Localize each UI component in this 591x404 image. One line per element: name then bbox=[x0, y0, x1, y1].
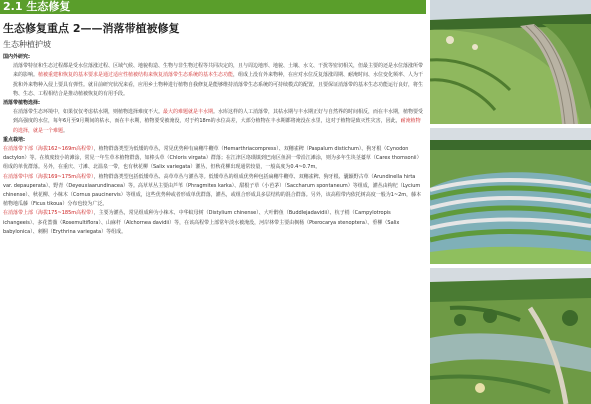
domestic-heading: 国内外研究: bbox=[3, 54, 31, 60]
zone3-text: ，主要为灌丛，常见组成种为小梾木、中华蚊母树（Distylium chinense）、大叶醉鱼（Buddlejadavidii）、杭子梢（Campylotropis ichangeeis）、多花蔷薇（Rosemultiflora）、山麻杆（Alchornea davidii）等，在该高程带上部常年淡水被淹没，河岸林带主要由枫杨（Pterocarya stenoptera）、垂柳（Salix babylonica）、刺桐（Erythrina variegata）等组成。 bbox=[3, 210, 400, 235]
selection-text-3: 。 bbox=[63, 127, 69, 134]
zone1-paragraph bbox=[3, 145, 425, 173]
body-text bbox=[3, 53, 425, 237]
photo-column bbox=[430, 0, 591, 404]
zone2-paragraph bbox=[3, 173, 425, 210]
zone2-text: ，植物群落类型包括低矮草丛、高草草丛与灌丛等。低矮草丛的组成优势种包括扁穗牛鞭草、双穗雀稗、狗牙根、囊颖野古草（Arundinella hirta var. depauperata）、野青（Deyeuxiaarundinacea）等。高草草丛主要由芦苇（Phragmites karka）、甜根子草（小芭茅）（Saccharum spontaneum）等组成，灌丛由枸杞（Lycium chinense）、秋花柳、小梾木（Cornus paucinervis）等组成，这些优势种或者形成单优群落，灌丛，或组合形成具多层结构的混合群落。另外，该高程带内依托树高度一般为1~2m，藤本植物地瓜藤（Ficus tikoua）分布也较为广泛。 bbox=[3, 173, 422, 208]
page-title: 生态修复重点 2——消落带植被修复 bbox=[3, 22, 180, 35]
selection-paragraph bbox=[3, 108, 425, 136]
domestic-highlight: 植被重建和恢复的基本要求是通过适应性植被结构来恢复消落带生态系统的基本生态功能 bbox=[38, 72, 234, 79]
zone1-text: ，植物群落类型为低矮的草丛，常见优势种有扁穗牛鞭草（Hemarthriacompress）、双穗雀稗（Paspalum distichum）、狗牙根（Cynodon dactylon）等。在坡度较小的滩涂，常见一年生草本植物群落，如棒头草（Chloris virgata）群落；在江津区珞璜镇到巴南区鱼洞一带沿江滩涂，则为多年生块茎薹草（Carex thomsonii）组成的单优群落。另外，在重庆、寸滩、北温泉一带，也有秋花柳（Salix variegata）灌丛，但秋花柳出现通常较量，一般高度为0.4~0.7m。 bbox=[3, 146, 422, 171]
zone1-label: 在消落带下部（海拔162~169m高程带） bbox=[3, 146, 94, 153]
zone3-label: 在消落带上部（海拔175~185m高程带） bbox=[3, 210, 94, 217]
section-title: 2.1 生态修复 bbox=[3, 0, 71, 13]
zone3-paragraph bbox=[3, 209, 425, 237]
wetland-terraces-photo bbox=[430, 128, 591, 264]
riverbank-terrace-photo bbox=[430, 0, 591, 124]
river-walkway-photo bbox=[430, 268, 591, 404]
selection-heading: 消落带植物选择: bbox=[3, 100, 41, 107]
domestic-paragraph bbox=[3, 62, 425, 99]
zone2-label: 在消落带中部（海拔169~175m高程带） bbox=[3, 173, 94, 180]
selection-text-2: 。水库这样的人工消落带，其枯水期与丰水期正好与自然界的时间相反，而在丰水期，植物要受到高强度的水位，每年6月至9月期间的枯水，而在丰水期，植物要受被淹没，对于约18m的水位高差，大部分植物在丰水期都将淹没在水里，这对于植物是致灭性灾害，因此， bbox=[13, 109, 424, 125]
selection-text-1: 在消落带生态环境中，如果仅仅考虑枯水期，则植物选择难度不大。 bbox=[13, 109, 164, 116]
approach-heading: 重点栽培: bbox=[3, 136, 25, 143]
domestic-text-2: ，组成上没有外来物种，在应对水位反复落涨周期、耐淹时间、水位变化频率、人为干扰和外来物种入侵上要具有弹性。就目前研究状况来看，应用乡土物种进行植物自我修复是能够维持消落带生态系统的可持续模式的配置，且要保证消落带的基本生态功能运行良好，将生物、生态、工程相结合是推动植被恢复的有用手段。 bbox=[13, 72, 424, 97]
section-header-band bbox=[0, 0, 426, 14]
domestic-text-1: 消落带特征和生态过程都是受水位落涨过程、区域气候、地貌构造、生物与非生物过程等共同决定的，且与周边地形、地貌、土壤、水文、干扰等密切相关，但最主要的还是水位落涨所带来的影响。 bbox=[13, 63, 424, 79]
selection-highlight-1: 最大的难题就是丰水期 bbox=[163, 109, 214, 116]
selection-highlight-2: 耐淹植物的选择，就是一个难题 bbox=[13, 118, 421, 134]
page-subtitle: 生态种植护坡 bbox=[3, 40, 51, 49]
